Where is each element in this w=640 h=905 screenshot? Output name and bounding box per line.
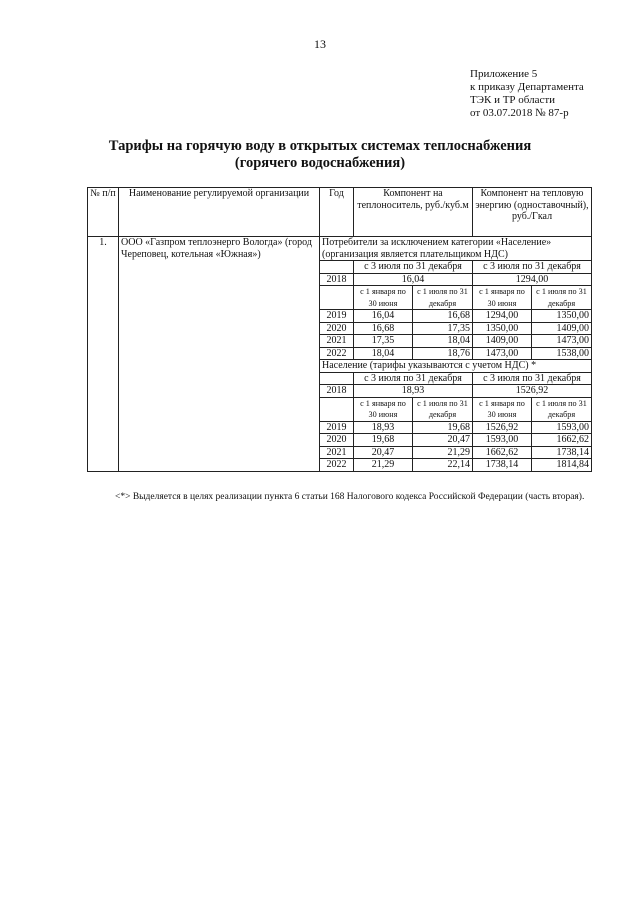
appendix-line: от 03.07.2018 № 87-р [470,107,569,119]
year-cell: 2020 [320,434,354,447]
carrier-h2-value: 17,35 [413,322,473,335]
year-cell: 2018 [320,273,354,286]
energy-h2-label: с 1 июля по 31 декабря [532,397,592,421]
energy-h2-value: 1409,00 [532,322,592,335]
group-label-row [88,237,592,261]
energy-period: с 3 июля по 31 декабря [473,372,592,385]
energy-h1-value: 1593,00 [473,434,532,447]
carrier-h1-value: 16,04 [354,310,413,323]
carrier-h1-value: 18,04 [354,347,413,360]
carrier-h1-value: 21,29 [354,459,413,472]
carrier-h2-value: 20,47 [413,434,473,447]
carrier-value: 18,93 [354,385,473,398]
year-cell: 2021 [320,446,354,459]
energy-period: с 3 июля по 31 декабря [473,261,592,274]
energy-h2-value: 1350,00 [532,310,592,323]
year-cell: 2022 [320,459,354,472]
tariff-table [87,187,592,472]
energy-h2-value: 1662,62 [532,434,592,447]
carrier-h2-label: с 1 июля по 31 декабря [413,397,473,421]
carrier-h1-value: 16,68 [354,322,413,335]
carrier-h2-value: 21,29 [413,446,473,459]
year-cell: 2020 [320,322,354,335]
energy-h1-label: с 1 января по 30 июня [473,286,532,310]
energy-h1-value: 1350,00 [473,322,532,335]
document-title [60,138,580,172]
appendix-line: Приложение 5 [470,68,538,80]
energy-h2-value: 1473,00 [532,335,592,348]
header-energy: Компонент на тепловую энергию (одноставочный), руб./Гкал [473,188,592,237]
appendix-block [470,68,584,120]
carrier-h2-value: 18,76 [413,347,473,360]
appendix-line: ТЭК и ТР области [470,94,556,106]
consumer-group-label: Население (тарифы указываются с учетом НДС) * [320,360,592,373]
row-number: 1. [88,237,119,472]
year-cell: 2022 [320,347,354,360]
year-cell: 2019 [320,310,354,323]
carrier-h2-label: с 1 июля по 31 декабря [413,286,473,310]
energy-h2-value: 1814,84 [532,459,592,472]
period-empty-year [320,372,354,385]
carrier-period: с 3 июля по 31 декабря [354,261,473,274]
energy-h1-value: 1738,14 [473,459,532,472]
energy-h2-label: с 1 июля по 31 декабря [532,286,592,310]
period-empty-year [320,261,354,274]
carrier-h1-value: 20,47 [354,446,413,459]
carrier-h2-value: 16,68 [413,310,473,323]
appendix-line: к приказу Департамента [470,81,584,93]
carrier-h1-value: 18,93 [354,421,413,434]
organization-name: ООО «Газпром теплоэнерго Вологда» (город Череповец, котельная «Южная») [119,237,320,472]
year-cell: 2019 [320,421,354,434]
energy-h1-value: 1409,00 [473,335,532,348]
year-cell: 2018 [320,385,354,398]
carrier-value: 16,04 [354,273,473,286]
page-number: 13 [314,37,326,51]
energy-h2-value: 1538,00 [532,347,592,360]
table-header-row [88,188,592,237]
energy-h1-value: 1662,62 [473,446,532,459]
consumer-group-label: Потребители за исключением категории «Население» (организация является плательщиком НДС) [320,237,592,261]
carrier-h2-value: 18,04 [413,335,473,348]
carrier-h1-value: 17,35 [354,335,413,348]
energy-h1-value: 1473,00 [473,347,532,360]
header-org: Наименование регулируемой организации [119,188,320,237]
half-year-empty-year [320,286,354,310]
half-year-empty-year [320,397,354,421]
carrier-period: с 3 июля по 31 декабря [354,372,473,385]
carrier-h2-value: 19,68 [413,421,473,434]
energy-h2-value: 1593,00 [532,421,592,434]
energy-h1-value: 1294,00 [473,310,532,323]
carrier-h2-value: 22,14 [413,459,473,472]
footnote: <*> Выделяется в целях реализации пункта 6 статьи 168 Налогового кодекса Российской Федерации (часть вторая). [115,492,585,502]
energy-value: 1294,00 [473,273,592,286]
title-line-1: Тарифы на горячую воду в открытых системах теплоснабжения [108,138,532,154]
title-line-2: (горячего водоснабжения) [234,155,406,171]
carrier-h1-value: 19,68 [354,434,413,447]
year-cell: 2021 [320,335,354,348]
carrier-h1-label: с 1 января по 30 июня [354,286,413,310]
energy-value: 1526,92 [473,385,592,398]
header-num: № п/п [88,188,119,237]
energy-h2-value: 1738,14 [532,446,592,459]
energy-h1-value: 1526,92 [473,421,532,434]
table-body [88,188,592,472]
header-year: Год [320,188,354,237]
header-carrier: Компонент на теплоноситель, руб./куб.м [354,188,473,237]
carrier-h1-label: с 1 января по 30 июня [354,397,413,421]
energy-h1-label: с 1 января по 30 июня [473,397,532,421]
